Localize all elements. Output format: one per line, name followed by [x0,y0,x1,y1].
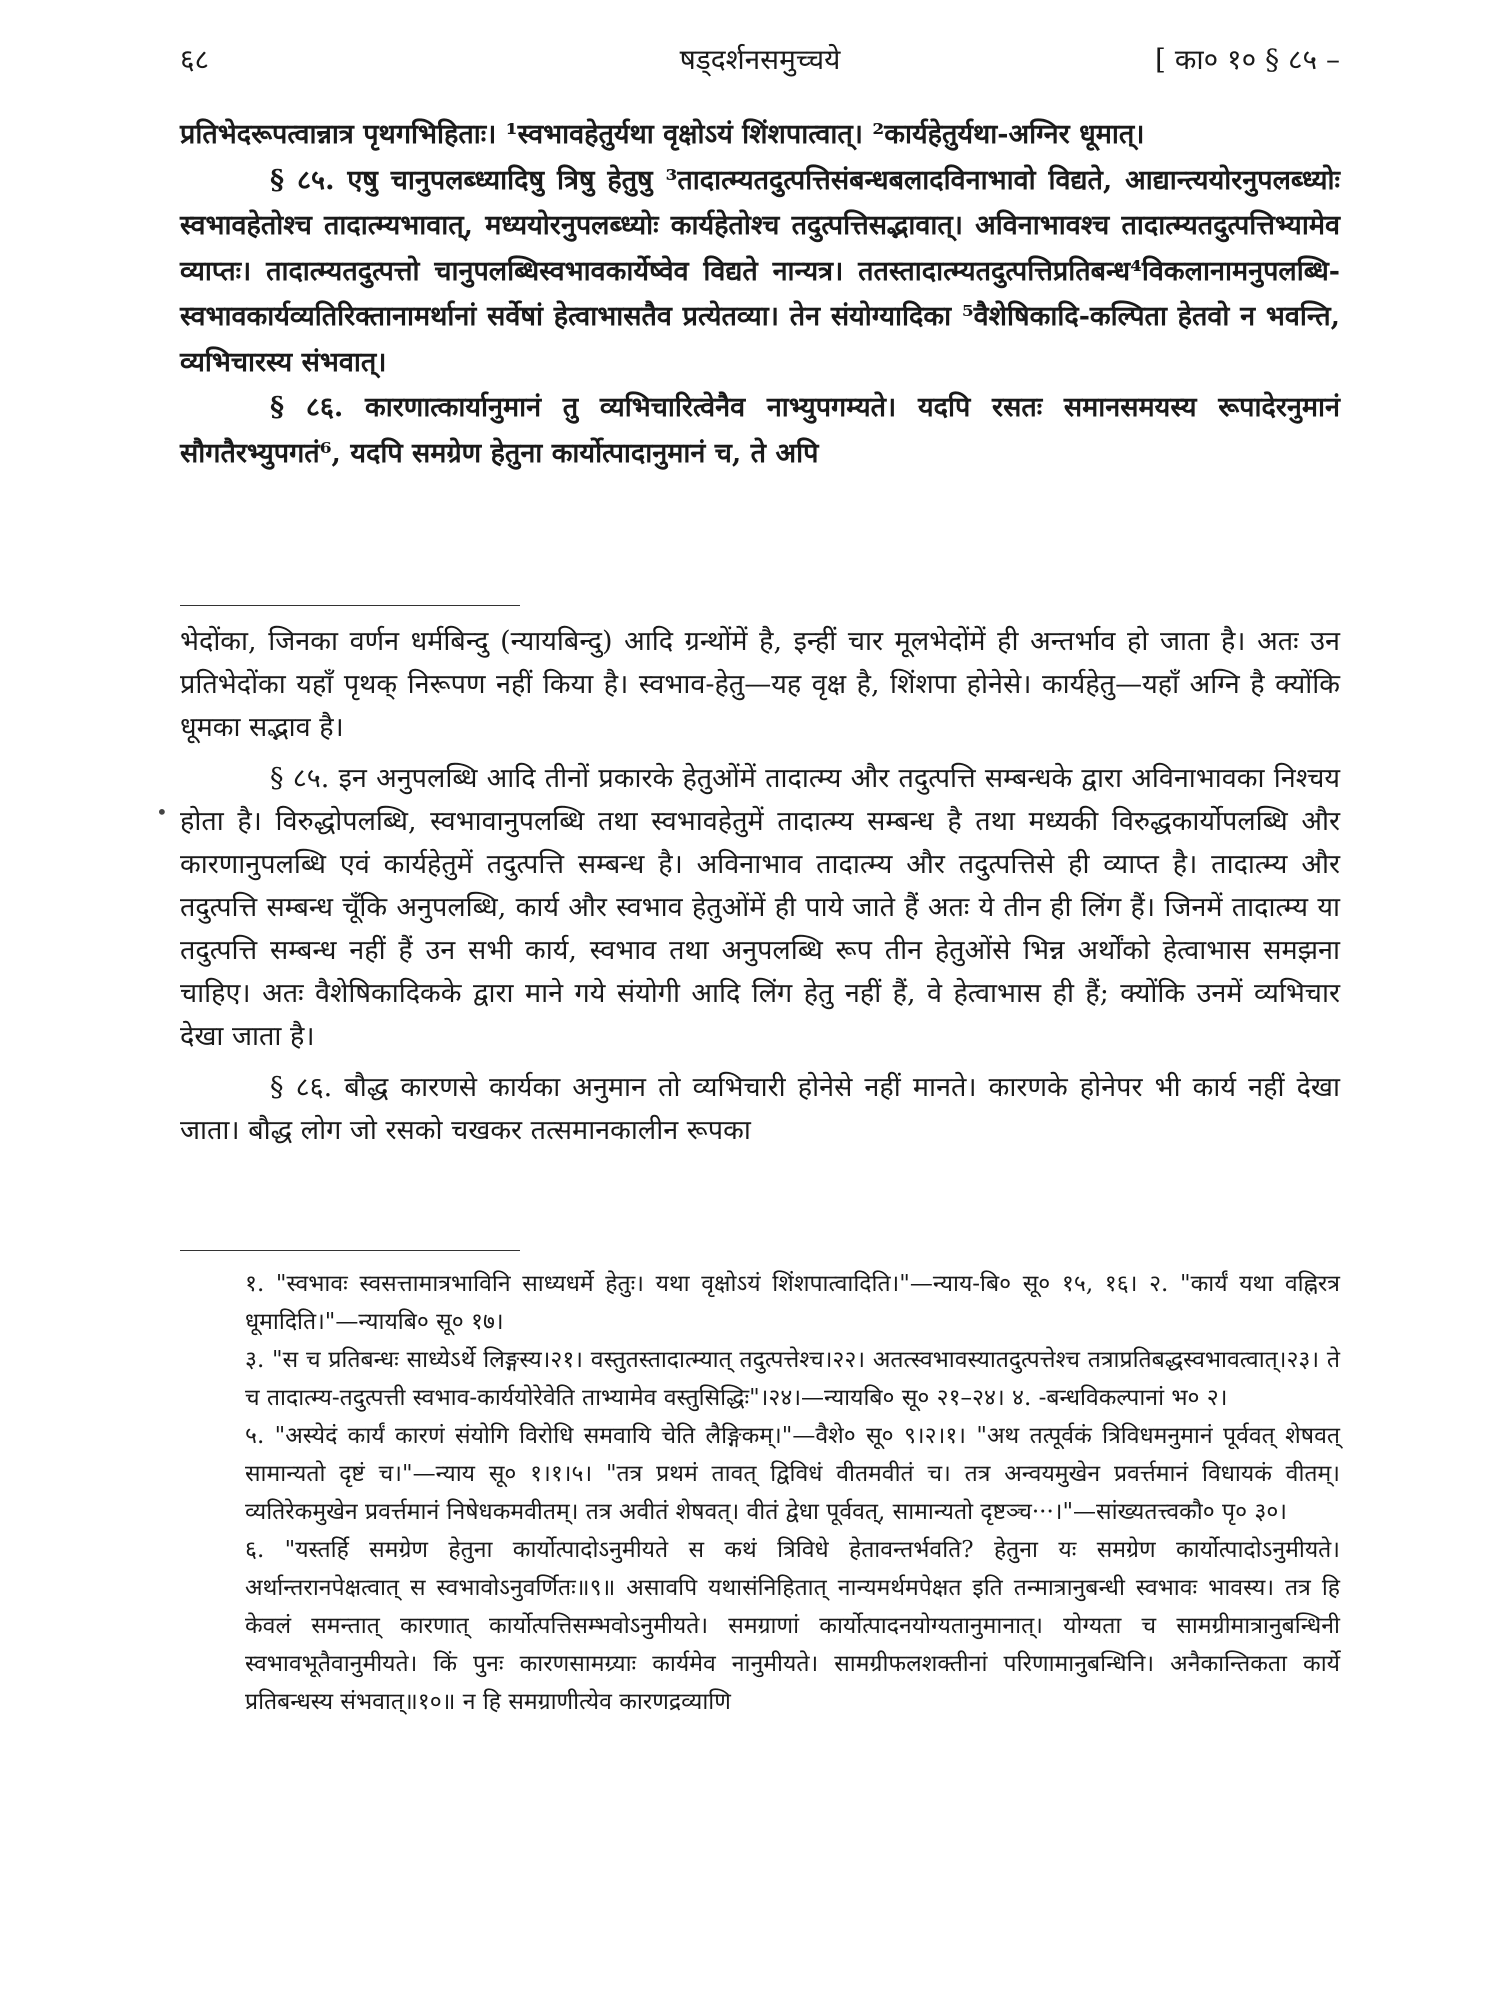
footnote: ३. "स च प्रतिबन्धः साध्येऽर्थे लिङ्गस्य।२१। वस्तुतस्तादात्म्यात् तदुत्पत्तेश्च।२२। अतत्स्वभावस्यातदुत्पत्तेश्च तत्राप्रतिबद्धस्वभावत्वात्।२३। ते च तादात्म्य-तदुत्पत्ती स्वभाव-कार्ययोरेवेति ताभ्यामेव वस्तुसिद्धिः"।२४।—न्यायबि० सू० २१–२४। ४. -बन्धविकल्पानां भ० २। [245,1347,1340,1411]
footnote: १. "स्वभावः स्वसत्तामात्रभाविनि साध्यधर्मे हेतुः। यथा वृक्षोऽयं शिंशपात्वादिति।"—न्याय-बि० सू० १५, १६। २. "कार्यं यथा वह्निरत्र धूमादिति।"—न्यायबि० सू० १७। [245,1271,1340,1335]
page-number: ६८ [180,43,210,76]
section-reference: [ का० १० § ८५ – [1155,43,1340,76]
page-header [180,40,1340,80]
divider [180,1250,520,1251]
translation-paragraph: § ८६. बौद्ध कारणसे कार्यका अनुमान तो व्यभिचारी होनेसे नहीं मानते। कारणके होनेपर भी कार्य नहीं देखा जाता। बौद्ध लोग जो रसको चखकर तत्समानकालीन रूपका [180,1072,1340,1146]
mula-paragraph: § ८५. एषु चानुपलब्ध्यादिषु त्रिषु हेतुषु ³तादात्म्यतदुत्पत्तिसंबन्धबलादविनाभावो विद्यते, आद्यान्त्ययोरनुपलब्ध्योः स्वभावहेतोश्च तादात्म्यभावात्, मध्ययोरनुपलब्ध्योः कार्यहेतोश्च तदुत्पत्तिसद्भावात्। अविनाभावश्च तादात्म्यतदुत्पत्तिभ्यामेव व्याप्तः। तादात्म्यतदुत्पत्तो चानुपलब्धिस्वभावकार्येष्वेव विद्यते नान्यत्र। ततस्तादात्म्यतदुत्पत्तिप्रतिबन्ध⁴विकलानामनुपलब्धि-स्वभावकार्यव्यतिरिक्तानामर्थानां सर्वेषां हेत्वाभासतैव प्रत्येतव्या। तेन संयोग्यादिका ⁵वैशेषिकादि-कल्पिता हेतवो न भवन्ति, व्यभिचारस्य संभवात्। [180,164,1340,378]
sanskrit-text [180,112,1340,476]
translation-paragraph: भेदोंका, जिनका वर्णन धर्मबिन्दु (न्यायबिन्दु) आदि ग्रन्थोंमें है, इन्हीं चार मूलभेदोंमें ही अन्तर्भाव हो जाता है। अतः उन प्रतिभेदोंका यहाँ पृथक् निरूपण नहीं किया है। स्वभाव-हेतु—यह वृक्ष है, शिंशपा होनेसे। कार्यहेतु—यहाँ अग्नि है क्योंकि धूमका सद्भाव है। [180,626,1340,743]
footnote: ५. "अस्येदं कार्यं कारणं संयोगि विरोधि समवायि चेति लैङ्गिकम्।"—वैशे० सू० ९।२।१। "अथ तत्पूर्वकं त्रिविधमनुमानं पूर्ववत् शेषवत् सामान्यतो दृष्टं च।"—न्याय सू० १।१।५। "तत्र प्रथमं तावत् द्विविधं वीतमवीतं च। तत्र अन्वयमुखेन प्रवर्त्तमानं विधायकं वीतम्। व्यतिरेकमुखेन प्रवर्त्तमानं निषेधकमवीतम्। तत्र अवीतं शेषवत्। वीतं द्वेधा पूर्ववत्, सामान्यतो दृष्टञ्च···।"—सांख्यतत्त्वकौ० पृ० ३०। [245,1423,1340,1525]
running-title: षड्दर्शनसमुच्चये [679,43,841,76]
footnotes [245,1265,1340,1721]
divider [180,605,520,606]
footnote: ६. "यस्तर्हि समग्रेण हेतुना कार्योत्पादोऽनुमीयते स कथं त्रिविधे हेतावन्तर्भवति? हेतुना यः समग्रेण कार्योत्पादोऽनुमीयते। अर्थान्तरानपेक्षत्वात् स स्वभावोऽनुवर्णितः॥९॥ असावपि यथासंनिहितात् नान्यमर्थमपेक्षत इति तन्मात्रानुबन्धी स्वभावः भावस्य। तत्र हि केवलं समन्तात् कारणात् कार्योत्पत्तिसम्भवोऽनुमीयते। समग्राणां कार्योत्पादनयोग्यतानुमानात्। योग्यता च सामग्रीमात्रानुबन्धिनी स्वभावभूतैवानुमीयते। किं पुनः कारणसामग्र्याः कार्यमेव नानुमीयते। सामग्रीफलशक्तीनां परिणामानुबन्धिनि। अनैकान्तिकता कार्ये प्रतिबन्धस्य संभवात्॥१०॥ न हि समग्राणीत्येव कारणद्रव्याणि [245,1537,1340,1715]
hindi-translation [180,620,1340,1152]
translation-paragraph: § ८५. इन अनुपलब्धि आदि तीनों प्रकारके हेतुओंमें तादात्म्य और तदुत्पत्ति सम्बन्धके द्वारा अविनाभावका निश्चय होता है। विरुद्धोपलब्धि, स्वभावानुपलब्धि तथा स्वभावहेतुमें तादात्म्य सम्बन्ध है तथा मध्यकी विरुद्धकार्योपलब्धि और कारणानुपलब्धि एवं कार्यहेतुमें तदुत्पत्ति सम्बन्ध है। अविनाभाव तादात्म्य और तदुत्पत्तिसे ही व्याप्त है। तादात्म्य और तदुत्पत्ति सम्बन्ध चूँकि अनुपलब्धि, कार्य और स्वभाव हेतुओंमें ही पाये जाते हैं अतः ये तीन ही लिंग हैं। जिनमें तादात्म्य या तदुत्पत्ति सम्बन्ध नहीं हैं उन सभी कार्य, स्वभाव तथा अनुपलब्धि रूप तीन हेतुओंसे भिन्न अर्थोंको हेत्वाभास समझना चाहिए। अतः वैशेषिकादिकके द्वारा माने गये संयोगी आदि लिंग हेतु नहीं हैं, वे हेत्वाभास ही हैं; क्योंकि उनमें व्यभिचार देखा जाता है। [180,763,1340,1052]
mula-paragraph: प्रतिभेदरूपत्वान्नात्र पृथगभिहिताः। ¹स्वभावहेतुर्यथा वृक्षोऽयं शिंशपात्वात्। ²कार्यहेतुर्यथा-अग्निर धूमात्। [180,119,1145,150]
margin-mark: • [156,800,168,824]
mula-paragraph: § ८६. कारणात्कार्यानुमानं तु व्यभिचारित्वेनैव नाभ्युपगम्यते। यदपि रसतः समानसमयस्य रूपादेरनुमानं सौगतैरभ्युपगतं⁶, यदपि समग्रेण हेतुना कार्योत्पादानुमानं च, ते अपि [180,392,1340,469]
